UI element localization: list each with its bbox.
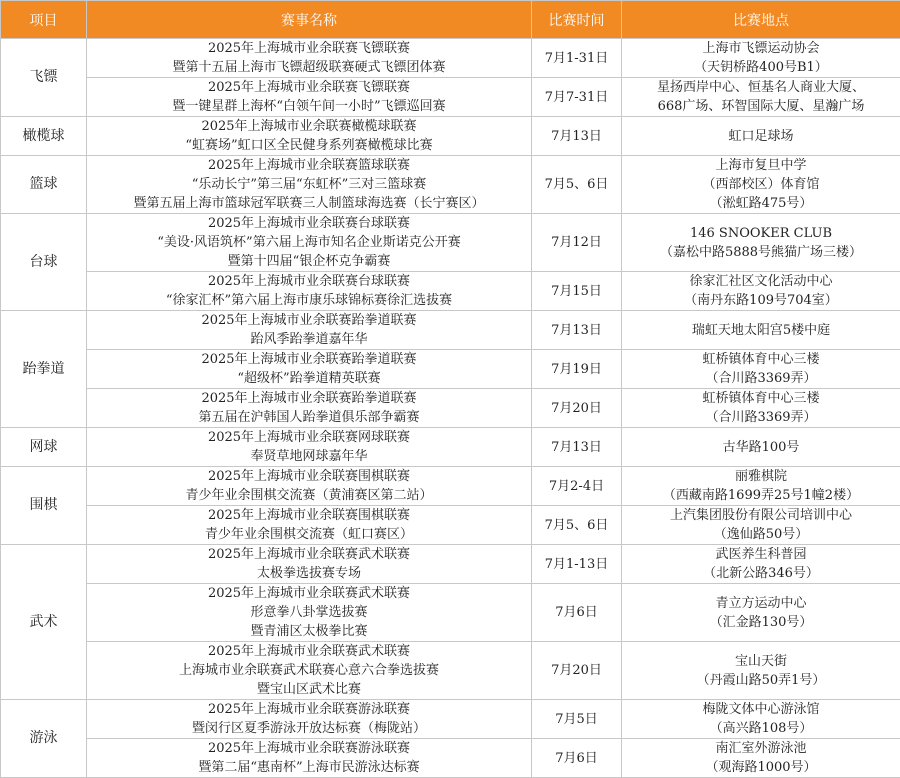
venue-line: 丽雅棋院	[624, 467, 898, 486]
venue-line: 星扬西岸中心、恒基名人商业大厦、	[624, 78, 898, 97]
venue-line: 虹桥镇体育中心三楼	[624, 350, 898, 369]
venue-cell	[622, 506, 900, 545]
venue-cell	[622, 214, 900, 272]
header-event-name: 赛事名称	[87, 1, 532, 39]
table-row	[1, 78, 900, 117]
category-cell: 游泳	[1, 700, 87, 778]
event-name-line: 2025年上海城市业余联赛围棋联赛	[89, 506, 529, 525]
table-row	[1, 214, 900, 272]
event-name-line: 2025年上海城市业余联赛武术联赛	[89, 545, 529, 564]
event-name-line: 2025年上海城市业余联赛跆拳道联赛	[89, 389, 529, 408]
venue-line: （高兴路108号）	[624, 719, 898, 738]
venue-line: 上海市飞镖运动协会	[624, 39, 898, 58]
venue-line: 瑞虹天地太阳宫5楼中庭	[624, 321, 898, 340]
table-header-row	[1, 1, 900, 39]
date-cell: 7月6日	[532, 739, 622, 778]
venue-line: 虹口足球场	[624, 127, 898, 146]
date-cell: 7月13日	[532, 428, 622, 467]
date-cell: 7月5、6日	[532, 506, 622, 545]
event-name-line: 2025年上海城市业余联赛跆拳道联赛	[89, 350, 529, 369]
event-name-line: 暨第十五届上海市飞镖超级联赛硬式飞镖团体赛	[89, 58, 529, 77]
table-row	[1, 467, 900, 506]
venue-cell	[622, 584, 900, 642]
event-name-cell	[87, 545, 532, 584]
date-cell: 7月20日	[532, 389, 622, 428]
event-name-line: 2025年上海城市业余联赛网球联赛	[89, 428, 529, 447]
venue-line: （嘉松中路5888号熊猫广场三楼）	[624, 243, 898, 262]
category-cell: 跆拳道	[1, 311, 87, 428]
venue-line: （西藏南路1699弄25号1幢2楼）	[624, 486, 898, 505]
event-name-line: 暨青浦区太极拳比赛	[89, 622, 529, 641]
date-cell: 7月1-13日	[532, 545, 622, 584]
venue-line: （合川路3369弄）	[624, 369, 898, 388]
venue-line: 徐家汇社区文化活动中心	[624, 272, 898, 291]
event-name-line: 暨一键星群上海杯“白领午间一小时”飞镖巡回赛	[89, 97, 529, 116]
category-cell: 网球	[1, 428, 87, 467]
event-name-cell	[87, 78, 532, 117]
category-cell: 橄榄球	[1, 117, 87, 156]
event-name-line: 2025年上海城市业余联赛跆拳道联赛	[89, 311, 529, 330]
event-name-line: 2025年上海城市业余联赛台球联赛	[89, 214, 529, 233]
venue-cell	[622, 78, 900, 117]
event-name-line: 2025年上海城市业余联赛围棋联赛	[89, 467, 529, 486]
venue-cell	[622, 311, 900, 350]
event-name-cell	[87, 389, 532, 428]
event-name-line: “美设·风语筑杯”第六届上海市知名企业斯诺克公开赛	[89, 233, 529, 252]
event-name-line: “徐家汇杯”第六届上海市康乐球锦标赛徐汇选拔赛	[89, 291, 529, 310]
event-name-cell	[87, 117, 532, 156]
venue-line: 上汽集团股份有限公司培训中心	[624, 506, 898, 525]
header-category: 项目	[1, 1, 87, 39]
venue-cell	[622, 642, 900, 700]
venue-cell	[622, 156, 900, 214]
table-row	[1, 311, 900, 350]
event-name-cell	[87, 467, 532, 506]
event-name-line: 第五届在沪韩国人跆拳道俱乐部争霸赛	[89, 408, 529, 427]
venue-line: 668广场、环智国际大厦、星瀚广场	[624, 97, 898, 116]
table-row	[1, 739, 900, 778]
date-cell: 7月13日	[532, 311, 622, 350]
venue-cell	[622, 389, 900, 428]
event-name-line: 暨宝山区武术比赛	[89, 680, 529, 699]
venue-line: （南丹东路109号704室）	[624, 291, 898, 310]
venue-line: （逸仙路50号）	[624, 525, 898, 544]
table-row	[1, 389, 900, 428]
venue-line: 146 SNOOKER CLUB	[624, 224, 898, 243]
event-name-line: 暨第五届上海市篮球冠军联赛三人制篮球海选赛（长宁赛区）	[89, 194, 529, 213]
venue-cell	[622, 739, 900, 778]
table-row	[1, 700, 900, 739]
date-cell: 7月7-31日	[532, 78, 622, 117]
event-name-cell	[87, 428, 532, 467]
table-row	[1, 156, 900, 214]
table-row	[1, 545, 900, 584]
venue-line: （西部校区）体育馆	[624, 175, 898, 194]
category-cell: 篮球	[1, 156, 87, 214]
venue-line: 上海市复旦中学	[624, 156, 898, 175]
venue-cell	[622, 39, 900, 78]
table-body	[1, 39, 900, 778]
event-name-line: 暨第十四届“银企杯克争霸赛	[89, 252, 529, 271]
table-row	[1, 117, 900, 156]
event-name-line: 2025年上海城市业余联赛游泳联赛	[89, 739, 529, 758]
venue-line: （北新公路346号）	[624, 564, 898, 583]
event-name-line: “虹赛场”虹口区全民健身系列赛橄榄球比赛	[89, 136, 529, 155]
venue-line: （淞虹路475号）	[624, 194, 898, 213]
category-cell: 围棋	[1, 467, 87, 545]
venue-cell	[622, 117, 900, 156]
event-name-line: 青少年业余围棋交流赛（黄浦赛区第二站）	[89, 486, 529, 505]
date-cell: 7月19日	[532, 350, 622, 389]
table-row	[1, 272, 900, 311]
event-name-cell	[87, 642, 532, 700]
event-name-cell	[87, 214, 532, 272]
venue-line: 青立方运动中心	[624, 594, 898, 613]
event-name-line: 2025年上海城市业余联赛飞镖联赛	[89, 78, 529, 97]
event-name-line: 形意拳八卦掌选拔赛	[89, 603, 529, 622]
venue-cell	[622, 272, 900, 311]
venue-line: 古华路100号	[624, 438, 898, 457]
venue-line: （合川路3369弄）	[624, 408, 898, 427]
date-cell: 7月12日	[532, 214, 622, 272]
venue-line: 梅陇文体中心游泳馆	[624, 700, 898, 719]
event-name-line: 暨闵行区夏季游泳开放达标赛（梅陇站）	[89, 719, 529, 738]
venue-cell	[622, 700, 900, 739]
event-name-line: 太极拳选拔赛专场	[89, 564, 529, 583]
event-name-cell	[87, 739, 532, 778]
table-row	[1, 39, 900, 78]
event-name-cell	[87, 311, 532, 350]
venue-cell	[622, 467, 900, 506]
date-cell: 7月20日	[532, 642, 622, 700]
table-row	[1, 350, 900, 389]
event-name-cell	[87, 700, 532, 739]
event-name-cell	[87, 584, 532, 642]
event-name-cell	[87, 350, 532, 389]
header-venue: 比赛地点	[622, 1, 900, 39]
venue-line: 武医养生科普园	[624, 545, 898, 564]
venue-line: （汇金路130号）	[624, 613, 898, 632]
date-cell: 7月2-4日	[532, 467, 622, 506]
event-name-cell	[87, 506, 532, 545]
event-name-cell	[87, 156, 532, 214]
venue-line: （天钥桥路400号B1）	[624, 58, 898, 77]
header-date: 比赛时间	[532, 1, 622, 39]
event-name-line: 2025年上海城市业余联赛篮球联赛	[89, 156, 529, 175]
event-name-line: 2025年上海城市业余联赛台球联赛	[89, 272, 529, 291]
event-name-cell	[87, 272, 532, 311]
event-name-line: 2025年上海城市业余联赛飞镖联赛	[89, 39, 529, 58]
event-name-line: 2025年上海城市业余联赛武术联赛	[89, 584, 529, 603]
venue-line: 宝山天街	[624, 652, 898, 671]
event-name-line: 奉贤草地网球嘉年华	[89, 447, 529, 466]
venue-line: 南汇室外游泳池	[624, 739, 898, 758]
table-row	[1, 584, 900, 642]
event-name-line: 暨第二届“惠南杯”上海市民游泳达标赛	[89, 758, 529, 777]
date-cell: 7月6日	[532, 584, 622, 642]
event-name-cell	[87, 39, 532, 78]
date-cell: 7月13日	[532, 117, 622, 156]
category-cell: 飞镖	[1, 39, 87, 117]
date-cell: 7月1-31日	[532, 39, 622, 78]
venue-cell	[622, 428, 900, 467]
event-name-line: 2025年上海城市业余联赛武术联赛	[89, 642, 529, 661]
table-row	[1, 642, 900, 700]
table-row	[1, 428, 900, 467]
event-name-line: “乐动长宁”第三届“东虹杯”三对三篮球赛	[89, 175, 529, 194]
event-name-line: 青少年业余围棋交流赛（虹口赛区）	[89, 525, 529, 544]
venue-line: （丹霞山路50弄1号）	[624, 671, 898, 690]
date-cell: 7月15日	[532, 272, 622, 311]
venue-cell	[622, 350, 900, 389]
category-cell: 武术	[1, 545, 87, 700]
venue-line: （观海路1000号）	[624, 758, 898, 777]
event-name-line: 2025年上海城市业余联赛游泳联赛	[89, 700, 529, 719]
venue-cell	[622, 545, 900, 584]
date-cell: 7月5、6日	[532, 156, 622, 214]
event-name-line: 上海城市业余联赛武术联赛心意六合拳选拔赛	[89, 661, 529, 680]
event-name-line: 2025年上海城市业余联赛橄榄球联赛	[89, 117, 529, 136]
venue-line: 虹桥镇体育中心三楼	[624, 389, 898, 408]
event-name-line: 跆风季跆拳道嘉年华	[89, 330, 529, 349]
date-cell: 7月5日	[532, 700, 622, 739]
category-cell: 台球	[1, 214, 87, 311]
table-row	[1, 506, 900, 545]
event-name-line: “超级杯”跆拳道精英联赛	[89, 369, 529, 388]
